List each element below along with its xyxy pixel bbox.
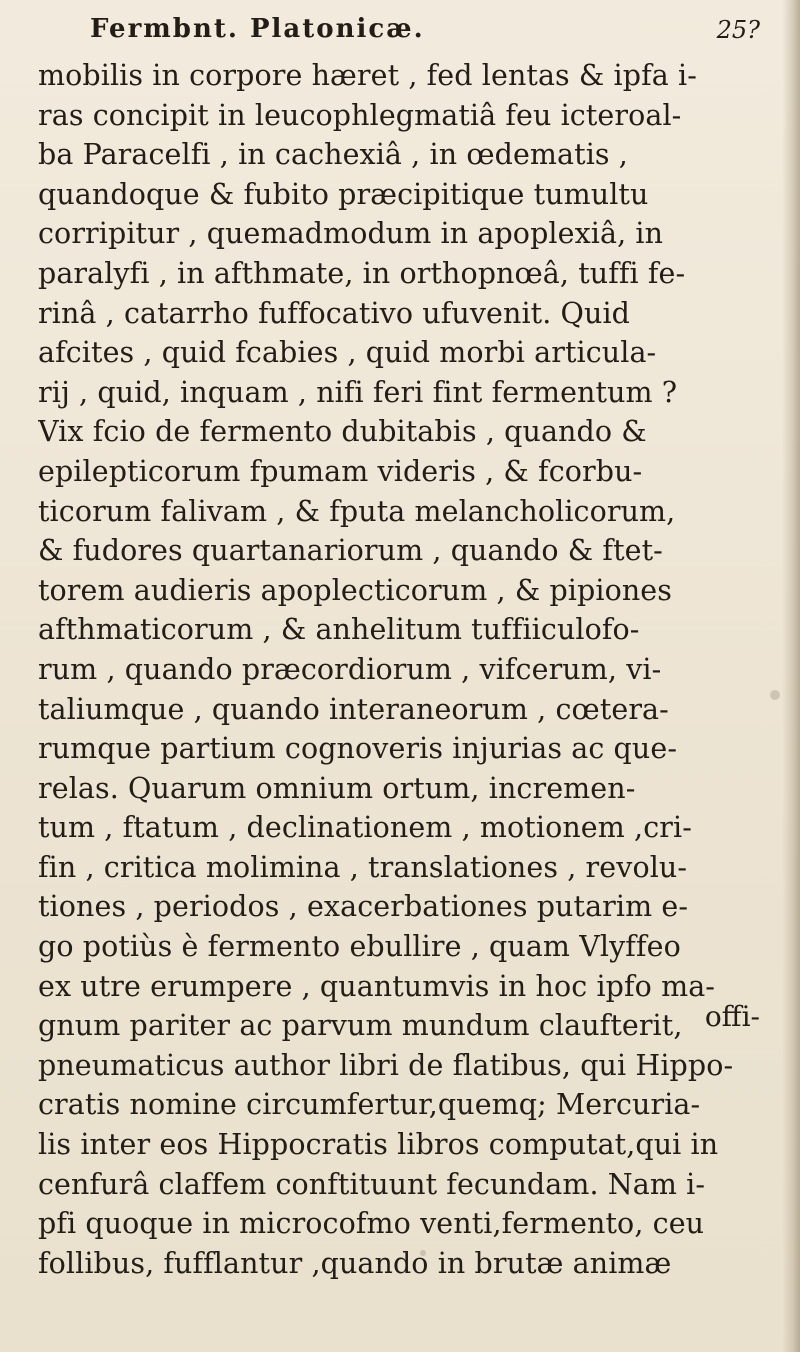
- text-line: afcites , quid fcabies , quid morbi articula-: [38, 336, 657, 370]
- text-line: follibus, fufflantur ,quando in brutæ animæ: [38, 1246, 672, 1280]
- text-line: epilepticorum fpumam videris , & fcorbu-: [38, 454, 643, 488]
- text-line: rum , quando præcordiorum , vifcerum, vi-: [38, 652, 662, 686]
- paper-stain: [420, 1250, 426, 1256]
- catchword: offi-: [704, 1000, 760, 1033]
- text-line: cratis nomine circumfertur,quemq; Mercuria-: [38, 1088, 701, 1122]
- text-line: mobilis in corpore hæret , fed lentas & ipfa i-: [38, 59, 697, 92]
- text-line: quandoque & fubito præcipitique tumultu: [38, 177, 649, 211]
- text-line: corripitur , quemadmodum in apoplexiâ, in: [38, 217, 664, 251]
- text-line: tum , ftatum , declinationem , motionem ,cri-: [38, 811, 692, 845]
- text-line: pfi quoque in microcofmo venti,fermento, ceu: [38, 1207, 705, 1241]
- text-line: ticorum falivam , & fputa melancholicorum,: [38, 494, 676, 528]
- text-line: Vix fcio de fermento dubitabis , quando &: [38, 415, 647, 449]
- text-line: rinâ , catarrho fuffocativo ufuvenit. Quid: [38, 296, 631, 330]
- text-line: go potiùs è fermento ebullire , quam Vlyffeo: [38, 930, 681, 964]
- text-line: afthmaticorum , & anhelitum tuffiiculofo-: [38, 613, 640, 647]
- text-line: tiones , periodos , exacerbationes putarim e-: [38, 890, 689, 924]
- text-line: cenfurâ claffem conftituunt fecundam. Nam i-: [38, 1167, 706, 1201]
- running-head: Fermbnt. Platonicæ.: [90, 14, 425, 44]
- text-line: ba Paracelfi , in cachexiâ , in œdematis ,: [38, 138, 628, 172]
- text-line: ex utre erumpere , quantumvis in hoc ipfo ma-: [38, 969, 716, 1003]
- page-number: 25?: [716, 16, 760, 44]
- text-line: torem audieris apoplecticorum , & pipiones: [38, 573, 672, 607]
- text-line: gnum pariter ac parvum mundum claufterit,: [38, 1009, 683, 1043]
- text-line: rij , quid, inquam , nifi feri fint fermentum ?: [38, 375, 678, 409]
- paper-stain: [770, 690, 780, 700]
- text-line: rumque partium cognoveris injurias ac que-: [38, 732, 678, 766]
- text-line: lis inter eos Hippocratis libros computat,qui in: [38, 1128, 719, 1162]
- text-line: ras concipit in leucophlegmatiâ feu icteroal-: [38, 98, 682, 132]
- text-line: paralyfi , in afthmate, in orthopnœâ, tuffi fe-: [38, 256, 686, 290]
- text-line: pneumaticus author libri de flatibus, qui Hippo-: [38, 1048, 734, 1082]
- text-line: taliumque , quando interaneorum , cœtera-: [38, 692, 669, 726]
- body-text: [38, 56, 778, 1283]
- text-line: relas. Quarum omnium ortum, incremen-: [38, 771, 636, 805]
- text-line: fin , critica molimina , translationes , revolu-: [38, 850, 688, 884]
- text-line: & fudores quartanariorum , quando & ftet-: [38, 534, 663, 568]
- page-header: [90, 14, 780, 54]
- page-edge-shadow: [782, 0, 800, 1352]
